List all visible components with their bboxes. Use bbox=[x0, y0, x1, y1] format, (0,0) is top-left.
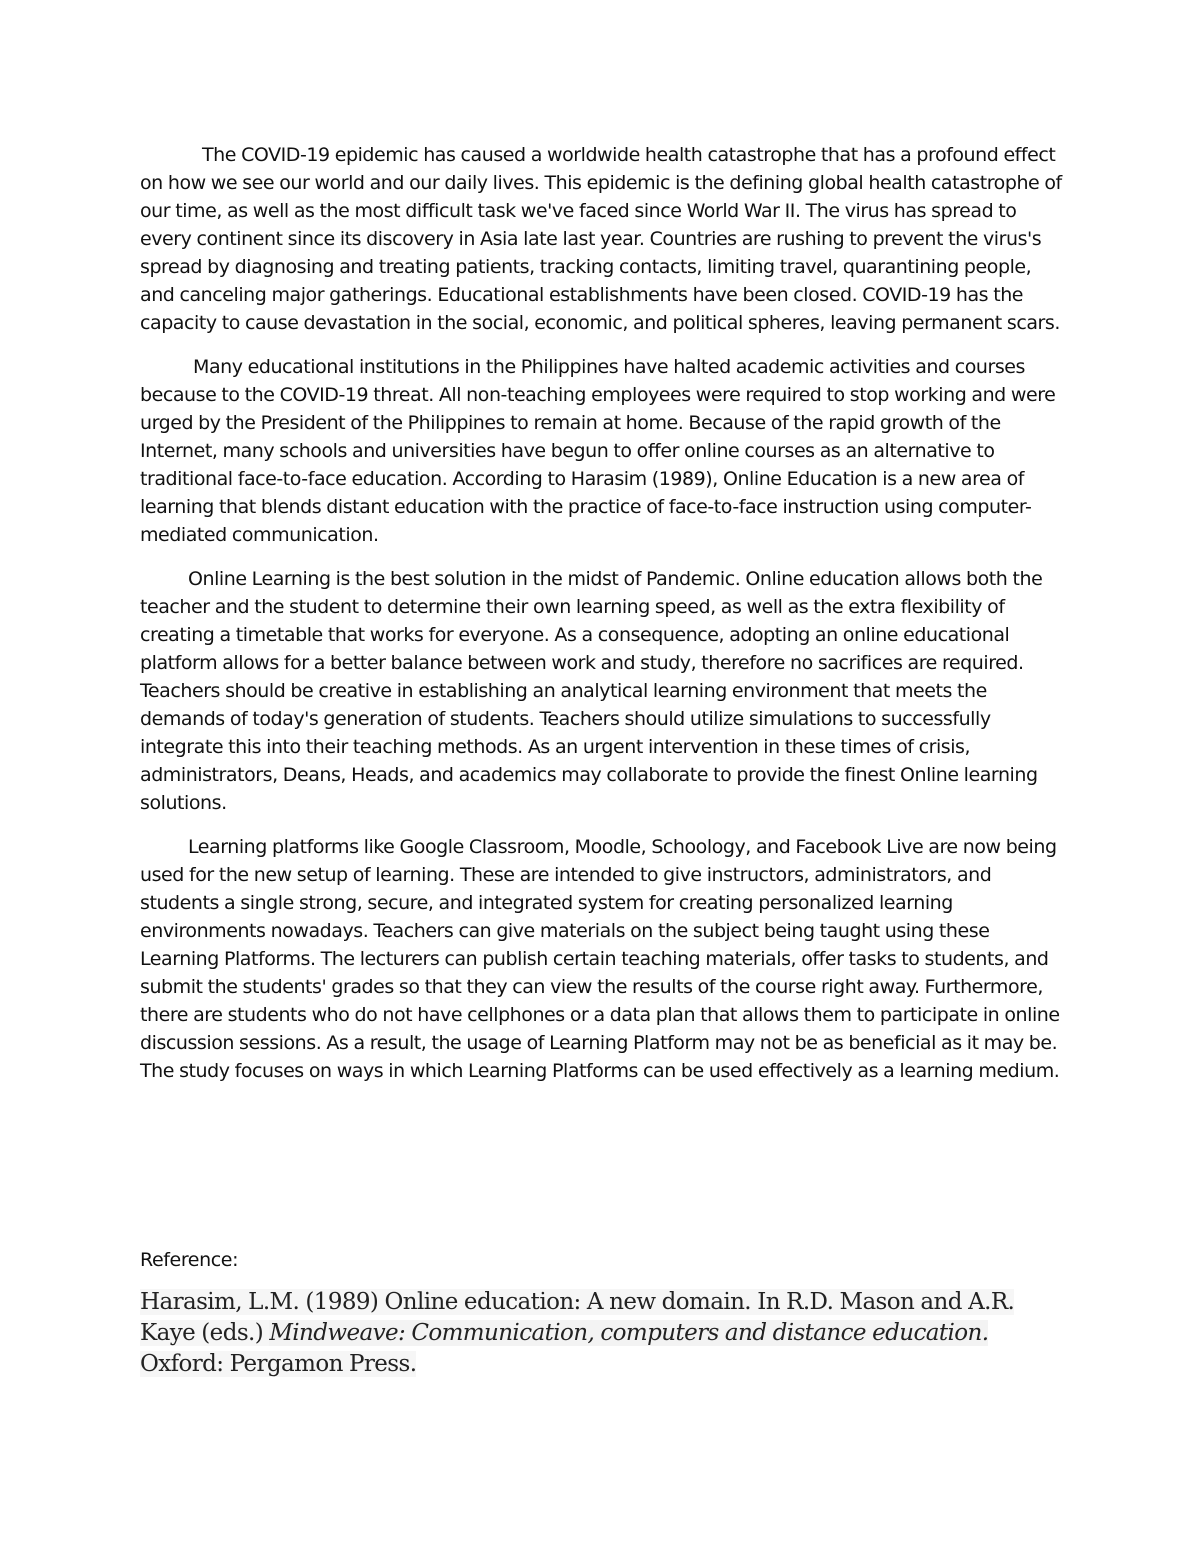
body-text bbox=[140, 141, 1065, 1101]
paragraph-4: Learning platforms like Google Classroom, Moodle, Schoology, and Facebook Live are now being used for the new setup of learning. These are intended to give instructors, administrators, and students a single strong, secure, and integrated system for creating personalized learning environments nowadays. Teachers can give materials on the subject being taught using these Learning Platforms. The lecturers can publish certain teaching materials, offer tasks to students, and submit the students' grades so that they can view the results of the course right away. Furthermore, there are students who do not have cellphones or a data plan that allows them to participate in online discussion sessions. As a result, the usage of Learning Platform may not be as beneficial as it may be. The study focuses on ways in which Learning Platforms can be used effectively as a learning medium. bbox=[140, 836, 1060, 1082]
paragraph-1: The COVID-19 epidemic has caused a worldwide health catastrophe that has a profound effect on how we see our world and our daily lives. This epidemic is the defining global health catastrophe of our time, as well as the most difficult task we've faced since World War II. The virus has spread to every continent since its discovery in Asia late last year. Countries are rushing to prevent the virus's spread by diagnosing and treating patients, tracking contacts, limiting travel, quarantining people, and canceling major gatherings. Educational establishments have been closed. COVID-19 has the capacity to cause devastation in the social, economic, and political spheres, leaving permanent scars. bbox=[140, 144, 1062, 334]
reference-entry bbox=[140, 1287, 1070, 1380]
reference-book-title: Mindweave: Communication, computers and distance education. bbox=[269, 1320, 989, 1346]
paragraph-3: Online Learning is the best solution in the midst of Pandemic. Online education allows both the teacher and the student to determine their own learning speed, as well as the extra flexibility of creating a timetable that works for everyone. As a consequence, adopting an online educational platform allows for a better balance between work and study, therefore no sacrifices are required. Teachers should be creative in establishing an analytical learning environment that meets the demands of today's generation of students. Teachers should utilize simulations to successfully integrate this into their teaching methods. As an urgent intervention in these times of crisis, administrators, Deans, Heads, and academics may collaborate to provide the finest Online learning solutions. bbox=[140, 568, 1043, 814]
reference-authors: Harasim, L.M. (1989) Online education: A new domain. In R.D. Mason and A.R. Kaye (eds.) bbox=[140, 1289, 1015, 1346]
reference-label: Reference: bbox=[140, 1249, 239, 1271]
reference-publisher: Oxford: Pergamon Press. bbox=[140, 1351, 417, 1377]
paragraph-2: Many educational institutions in the Philippines have halted academic activities and courses because to the COVID-19 threat. All non-teaching employees were required to stop working and were urged by the President of the Philippines to remain at home. Because of the rapid growth of the Internet, many schools and universities have begun to offer online courses as an alternative to traditional face-to-face education. According to Harasim (1989), Online Education is a new area of learning that blends distant education with the practice of face-to-face instruction using computer-mediated communication. bbox=[140, 356, 1056, 546]
